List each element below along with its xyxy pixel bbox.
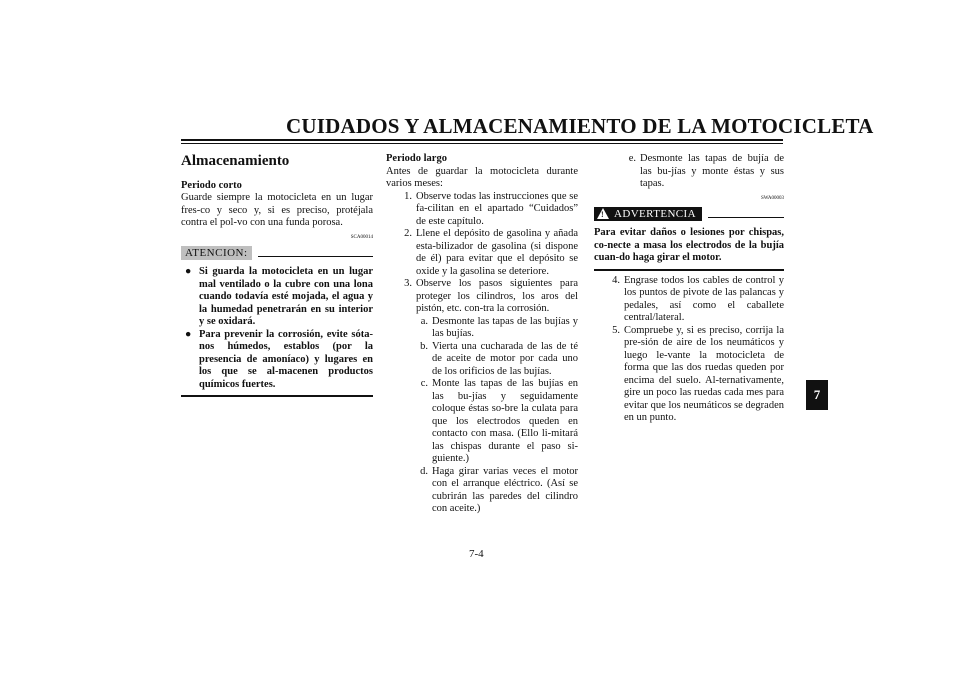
notice-end-rule [181,395,373,397]
bullet-dot-icon: ● [185,328,192,340]
notice-header [181,246,373,261]
substep-item [386,316,578,341]
bullet-dot-icon: ● [185,266,192,277]
page-header-title: CUIDADOS Y ALMACENAMIENTO DE LA MOTOCICLETA [286,114,874,138]
substep-letter: d. [420,465,428,477]
substep-letter: c. [420,378,428,389]
step-item [594,275,784,325]
section-title: Almacenamiento [181,153,290,169]
warning-header [594,207,784,222]
warning-badge [594,207,702,222]
notice-rule [258,256,373,257]
substep-text: Haga girar varias veces el motor con el arranque eléctrico. (Así se cubrirán las paredes del cilindro con aceite.) [432,465,578,514]
warning-body: Para evitar daños o lesiones por chispas, co-necte a masa los electrodos de la bujía cuan-do haga girar el motor. [594,227,784,263]
step-text: Llene el depósito de gasolina y añada esta-bilizador de gasolina (si dispone de él) para evitar que el depósito se oxide y la gasolina se deteriore. [416,228,578,277]
column-2 [386,153,578,516]
notice-bullet [181,266,373,329]
chapter-tab: 7 [806,380,828,410]
step-text: Observe los pasos siguientes para proteger los cilindros, los aros del pistón, etc. con-tra la corrosión. [416,278,578,314]
substep-item [386,341,578,379]
intro-long-term: Antes de guardar la motocicleta durante varios meses: [386,165,578,189]
column-1 [181,153,373,397]
substep-text: Desmonte las tapas de bujía de las bu-jías y monte éstas y sus tapas. [640,153,784,189]
substep-item [386,466,578,516]
step-item [386,191,578,229]
reference-code: SWA00003 [760,195,784,201]
substep-item [386,378,578,466]
step-number: 3. [404,278,412,289]
reference-code: SCA00014 [350,234,373,240]
notice-body [181,260,373,391]
subhead-short-term: Periodo corto [181,179,242,191]
step-text: Engrase todos los cables de control y los puntos de pivote de las palancas y pedales, así como el caballete central/lateral. [624,274,784,323]
step-number: 2. [404,228,412,239]
subhead-long-term: Periodo largo [386,153,447,164]
warning-rule [708,217,784,218]
step-number: 1. [404,190,412,202]
paragraph-short-term: Guarde siempre la motocicleta en un lugar fres-co y seco y, si es preciso, protéjala contra el pol-vo con una funda porosa. [181,192,373,228]
step-text: Compruebe y, si es preciso, corrija la pre-sión de aire de los neumáticos y luego le-vante la motocicleta de forma que las dos ruedas queden por encima del suelo. Al-ternativamente, gire un poco las ruedas cada mes para evitar que los neumáticos se degraden en un punto. [624,324,784,423]
substep-text: Desmonte las tapas de las bujías y las bujías. [432,315,578,339]
notice-bullet [181,329,373,392]
substep-letter: a. [420,315,428,327]
notice-badge: ATENCION: [181,246,252,261]
step-item [594,325,784,425]
warning-label: ADVERTENCIA [614,207,696,220]
step-item [386,228,578,278]
step-number: 4. [612,274,620,286]
substep-text: Vierta una cucharada de las de té de aceite de motor por cada uno de los orificios de las bujías. [432,340,578,377]
substep-letter: e. [628,153,636,164]
header-rule [181,139,783,141]
notice-bullet-text: Para prevenir la corrosión, evite sóta-nos húmedos, establos (por la presencia de amoníaco) y lugares en los que se al-macenen productos químicos fuertes. [199,328,373,390]
substep-item [594,153,784,191]
step-item [386,278,578,316]
warning-end-rule [594,269,784,271]
step-text: Observe todas las instrucciones que se fa-cilitan en el apartado “Cuidados” de este capítulo. [416,190,578,227]
column-3 [594,153,784,425]
step-number: 5. [612,324,620,336]
header-rule-thin [181,143,783,144]
page-number: 7-4 [469,548,484,560]
notice-bullet-text: Si guarda la motocicleta en un lugar mal ventilado o la cubre con una lona cuando todavía esté mojada, el agua y la humedad penetrarán en su interior y se oxidará. [199,266,373,327]
warning-triangle-icon: ! [597,208,609,219]
substep-text: Monte las tapas de las bujías en las bu-jías y seguidamente coloque éstas so-bre la culata para que los electrodos queden en contacto con masa. (Ello li-mitará las chispas durante el paso si-guiente.) [432,378,578,464]
substep-letter: b. [420,340,428,352]
